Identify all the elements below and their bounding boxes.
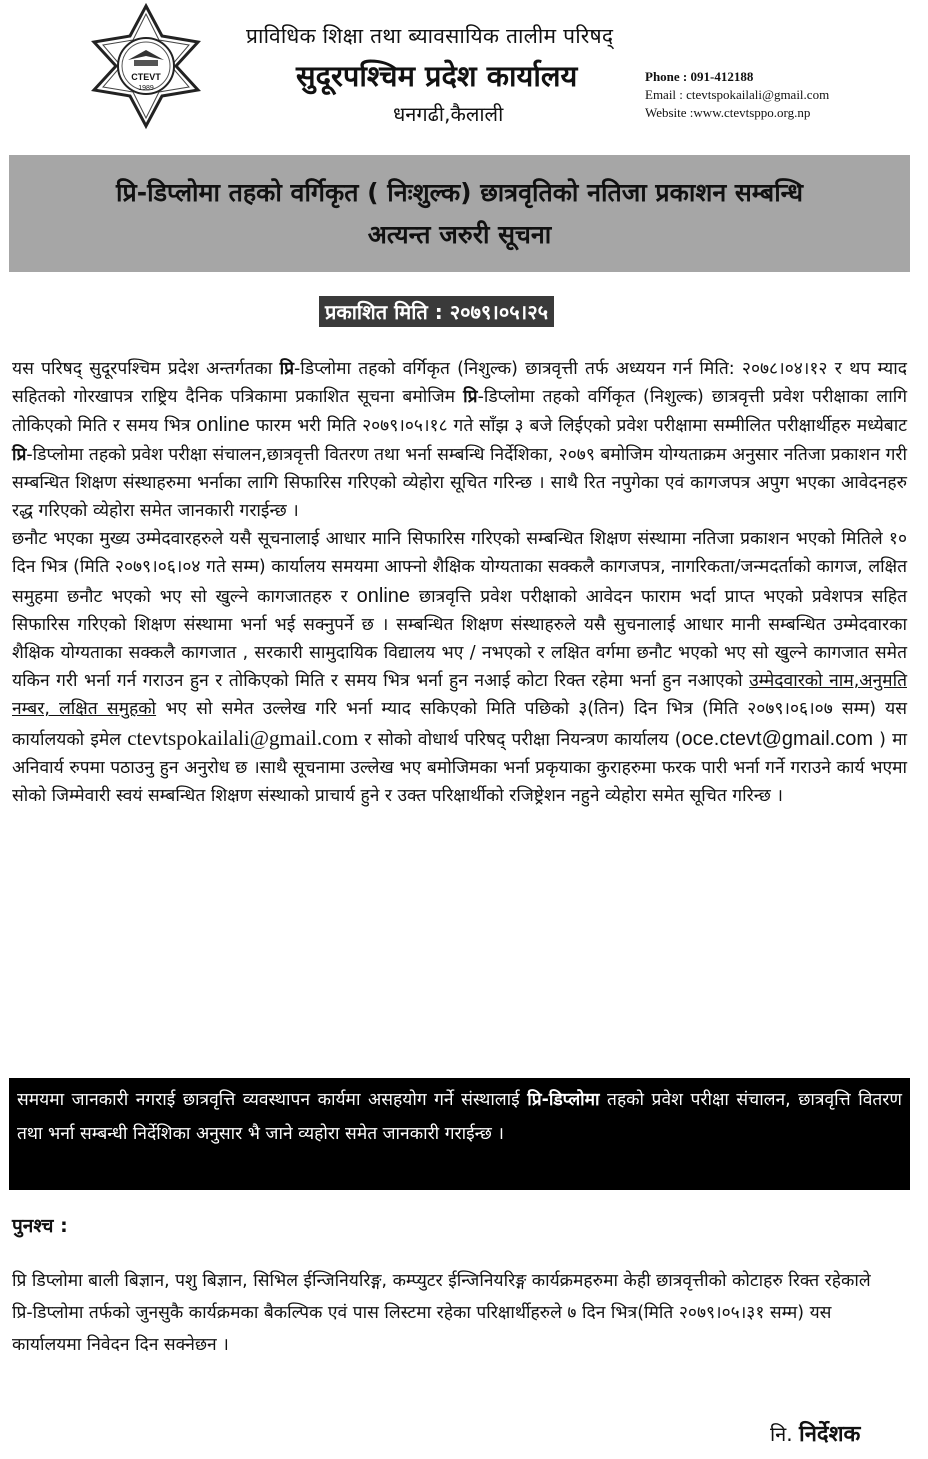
p2-online: online <box>356 584 411 607</box>
email-text: Email : ctevtspokailali@gmail.com <box>645 87 830 102</box>
paragraph-2 <box>12 525 907 810</box>
notice-title-line2: अत्यन्त जरुरी सूचना <box>367 219 552 249</box>
website-text: Website :www.ctevtsppo.org.np <box>645 105 811 120</box>
postscript-text: प्रि डिप्लोमा बाली बिज्ञान, पशु बिज्ञान, सिभिल ईन्जिनियरिङ्ग, कम्प्युटर ईन्जिनियरिङ्ग कार्यक्रमहरुमा केही छात्रवृत्तीको कोटाहरु रिक्त रहेकाले प्रि-डिप्लोमा तर्फको जुनसुकै कार्यक्रमका बैकल्पिक एवं पास लिस्टमा रहेका परिक्षार्थीहरुले ७ दिन भित्र(मिति २०७९।०५।३१ सम्म) यस कार्यालयमा निवेदन दिन सक्नेछन । <box>12 1271 871 1355</box>
p1-bold-g: प्रि <box>12 444 27 465</box>
p1-text-c: -डिप्लोमा तहको वर्गिकृत (निशुल्क) छात्रवृत्ती तर्फ अध्ययन गर्न मिति: २०७८।०४।१२ र थप म्याद सहितको गोरखापत्र राष्ट्रिय दैनिक पत्रिकामा प्रकाशित सूचना बमोजिम <box>12 359 907 408</box>
p1-text-a: यस परिषद् सुदूरपश्चिम प्रदेश अन्तर्गतका <box>12 359 280 379</box>
p2-underlined: उम्मेदवारको नाम,अनुमति नम्बर, लक्षित समुहको <box>12 671 907 720</box>
signer-title: निर्देशक <box>799 1422 861 1447</box>
office-location: धनगढी,कैलाली <box>393 102 504 126</box>
postscript-label: पुनश्च : <box>12 1215 68 1237</box>
org-name-line1: प्राविधिक शिक्षा तथा ब्यावसायिक तालीम परिषद् <box>246 24 614 48</box>
signer <box>770 1418 860 1448</box>
logo-year: 1989 <box>138 85 154 92</box>
office-email: ctevtspokailali@gmail.com <box>127 725 359 750</box>
exam-office-email: oce.ctevt@gmail.com <box>681 727 874 750</box>
p1-text-h: -डिप्लोमा तहको प्रवेश परीक्षा संचालन,छात्रवृत्ती वितरण तथा भर्ना सम्बन्धि निर्देशिका, २०७९ बमोजिम योग्यताक्रम अनुसार नतिजा प्रकाशन गरी सम्बन्धित शिक्षण संस्थाहरुमा भर्नाका लागि सिफारिस गरिएको व्येहोरा सूचित गरिन्छ । साथै रित नपुगेका एवं कागजपत्र अपुग भएका आवेदनहरु रद्ध गरिएको व्येहोरा समेत जानकारी गराईन्छ । <box>12 444 907 522</box>
p1-text-f: फारम भरी मिति २०७९।०५।१८ गते साँझ ३ बजे लिईएको प्रवेश परीक्षामा सम्मीलित परीक्षार्थीहरु मध्येबाट <box>249 416 907 437</box>
p1-bold-b: प्रि <box>279 359 295 379</box>
signer-prefix: नि. <box>770 1422 793 1446</box>
warning-bold: प्रि-डिप्लोमा <box>527 1090 600 1110</box>
warning-text-c: तहको प्रवेश परीक्षा संचालन, छात्रवृत्ति वितरण तथा भर्ना सम्बन्धी निर्देशिका अनुसार भै जाने व्यहोरा समेत जानकारी गराईन्छ । <box>17 1090 902 1144</box>
warning-box <box>9 1078 910 1190</box>
notice-body <box>12 355 907 810</box>
notice-title-box <box>9 155 910 272</box>
notice-title-line1: प्रि-डिप्लोमा तहको वर्गिकृत ( निःशुल्क) छात्रवृतिको नतिजा प्रकाशन सम्बन्धि <box>116 177 803 207</box>
logo-text: CTEVT <box>131 72 161 82</box>
paragraph-1 <box>12 355 907 525</box>
contact-block <box>645 68 829 122</box>
p1-text-e: -डिप्लोमा तहको वर्गिकृत (निशुल्क) छात्रवृत्ती प्रवेश परीक्षाका लागि तोकिएको मिति र समय भित्र <box>12 387 908 437</box>
p2-text-c: भए सो समेत उल्लेख गरि भर्ना म्याद सकिएको मिति पछिको ३(तिन) दिन भित्र (मिति २०७९।०६।०७ सम्म) यस कार्यालयको इमेल <box>12 699 908 750</box>
p1-online: online <box>196 414 250 437</box>
p2-text-b: छात्रवृत्ति प्रवेश परीक्षाको आवेदन फाराम भर्दा प्राप्त भएको प्रवेशपत्र सहित सिफारिस गरिएको शिक्षण संस्थामा भर्ना भई सक्नुपर्ने छ । सम्बन्धित शिक्षण संस्थाहरुले यसै सुचनालाई आधार मानी सम्बन्धित उम्मेदवारका शैक्षिक योग्यताका सक्कलै कागजात , सरकारी सामुदायिक विद्यालय भए / नभएको र लक्षित वर्गमा छनौट भएको भए सो खुल्ने कागजात समेत यकिन गरी भर्ना गर्न गराउन हुन र तोकिएको मिति र समय भित्र भर्ना हुन नआई कोटा रिक्त रहेमा भर्ना हुन नआएको <box>12 586 907 692</box>
warning-text-a: समयमा जानकारी नगराई छात्रवृत्ति व्यवस्थापन कार्यमा असहयोग गर्ने संस्थालाई <box>17 1090 528 1110</box>
phone-text: Phone : 091-412188 <box>645 69 754 84</box>
ctevt-logo <box>82 2 210 130</box>
office-name: सुदूरपश्चिम प्रदेश कार्यालय <box>296 59 578 93</box>
published-date: प्रकाशित मिति : २०७९।०५।२५ <box>319 296 554 327</box>
p1-bold-d: प्रि <box>463 387 478 408</box>
p2-text-a: छनौट भएका मुख्य उम्मेदवारहरुले यसै सूचनालाई आधार मानि सिफारिस गरिएको सम्बन्धित शिक्षण संस्थामा नतिजा प्रकाशन भएको मितिले १० दिन भित्र (मिति २०७९।०६।०४ गते सम्म) कार्यालय समयमा आफ्नो शैक्षिक योग्यताका सक्कलै कागजपत्र, नागरिकता/जन्मदर्ताको कागज, लक्षित समुहमा छनौट भएको भए सो खुल्ने कागजातहरु र <box>12 529 907 607</box>
p2-text-d: र सोको वोधार्थ परिषद् परीक्षा नियन्त्रण कार्यालय ( <box>358 729 682 750</box>
p2-text-e: ) मा अनिवार्य रुपमा पठाउनु हुन अनुरोध छ ।साथै सूचनामा उल्लेख भए बमोजिमका भर्ना प्रकृयाका कुराहरुमा फरक पारी भर्ना गर्ने गराउने कार्य भएमा सोको जिम्मेवारी स्वयं सम्बन्धित शिक्षण संस्थाको प्राचार्य हुने र उक्त परिक्षार्थीको रजिष्ट्रेशन नहुने व्येहोरा समेत सूचित गरिन्छ । <box>12 729 908 807</box>
